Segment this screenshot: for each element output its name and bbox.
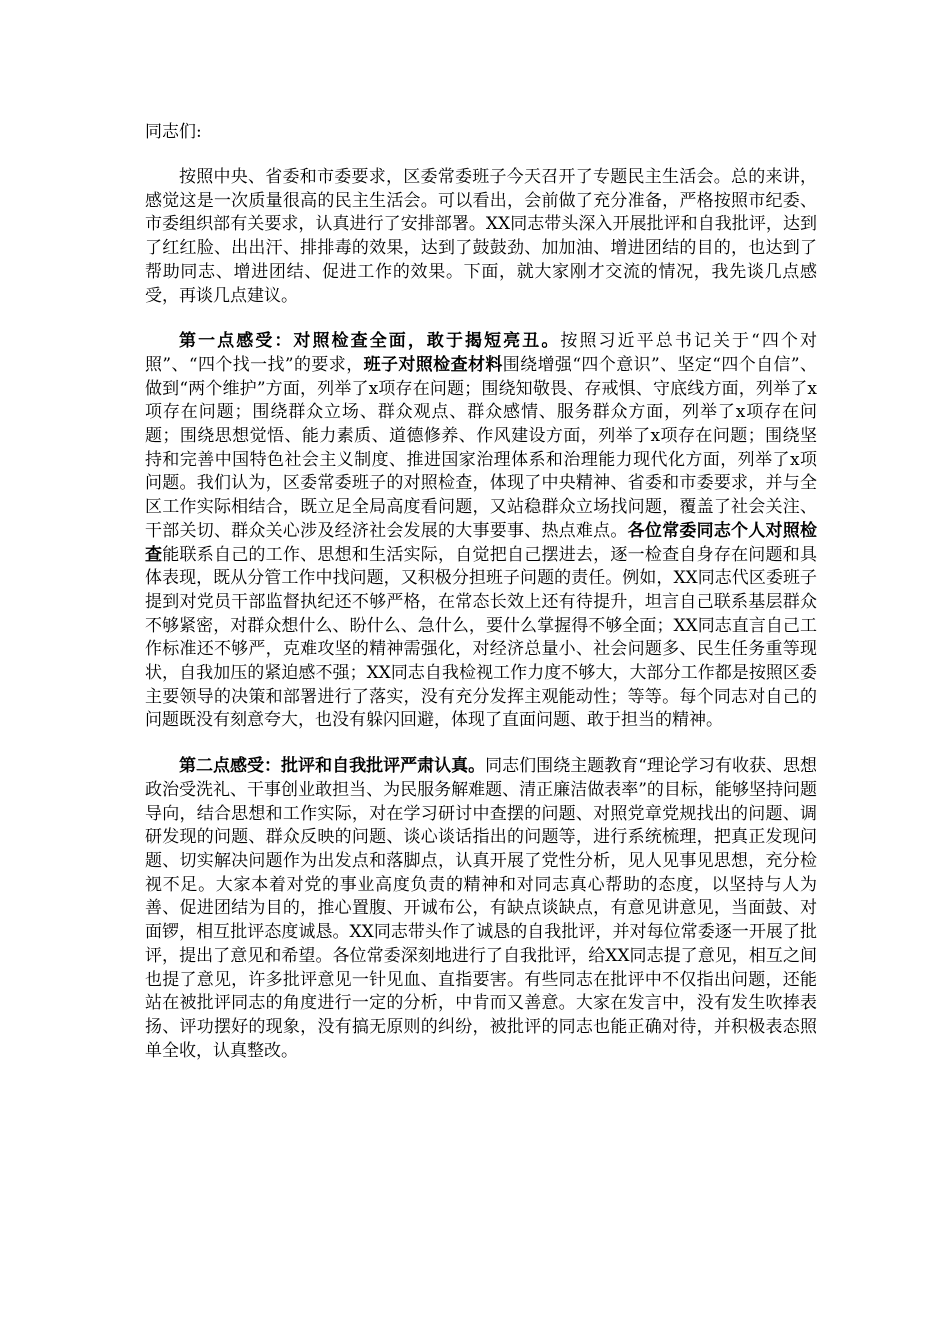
section1-bold-d: 各位常委同志个人对照检查 <box>145 520 818 565</box>
section1-bold-b: 班子对照检查材料 <box>363 354 503 375</box>
section2-paragraph <box>145 755 817 1063</box>
section1-heading: 第一点感受：对照检查全面，敢于揭短亮丑。 <box>179 331 561 352</box>
document-page <box>145 118 817 1085</box>
section2-heading: 第二点感受：批评和自我批评严肃认真。 <box>179 756 486 777</box>
section1-text-c: 围绕增强“四个意识”、坚定“四个自信”、做到“两个维护”方面，列举了x项存在问题；围绕知敬畏、存戒惧、守底线方面，列举了x项存在问题；围绕群众立场、群众观点、群众感情、服务群众方面，列举了x项存在问题；围绕思想觉悟、能力素质、道德修养、作风建设方面，列举了x项存在问题；围绕坚持和完善中国特色社会主义制度、推进国家治理体系和治理能力现代化方面，列举了x项问题。我们认为，区委常委班子的对照检查，体现了中央精神、省委和市委要求，并与全区工作实际相结合，既立足全局高度看问题，又站稳群众立场找问题，覆盖了社会关注、干部关切、群众关心涉及经济社会发展的大事要事、热点难点。 <box>145 354 818 541</box>
section2-text: 同志们围绕主题教育“理论学习有收获、思想政治受洗礼、干事创业敢担当、为民服务解难题、清正廉洁做表率”的目标，能够坚持问题导向，结合思想和工作实际，对在学习研讨中查摆的问题、对照党章党规找出的问题、调研发现的问题、群众反映的问题、谈心谈话指出的问题等，进行系统梳理，把真正发现问题、切实解决问题作为出发点和落脚点，认真开展了党性分析，见人见事见思想，充分检视不足。大家本着对党的事业高度负责的精神和对同志真心帮助的态度，以坚持与人为善、促进团结为目的，推心置腹、开诚布公，有缺点谈缺点，有意见讲意见，当面鼓、对面锣，相互批评态度诚恳。XX同志带头作了诚恳的自我批评，并对每位常委逐一开展了批评，提出了意见和希望。各位常委深刻地进行了自我批评，给XX同志提了意见，相互之间也提了意见，许多批评意见一针见血、直指要害。有些同志在批评中不仅指出问题，还能站在被批评同志的角度进行一定的分析，中肯而又善意。大家在发言中，没有发生吹捧表扬、评功摆好的现象，没有搞无原则的纠纷，被批评的同志也能正确对待，并积极表态照单全收，认真整改。 <box>145 756 817 1061</box>
section1-paragraph <box>145 330 817 733</box>
intro-paragraph: 按照中央、省委和市委要求，区委常委班子今天召开了专题民主生活会。总的来讲，感觉这是一次质量很高的民主生活会。可以看出，会前做了充分准备，严格按照市纪委、市委组织部有关要求，认真进行了安排部署。XX同志带头深入开展批评和自我批评，达到了红红脸、出出汗、排排毒的效果，达到了鼓鼓劲、加加油、增进团结的目的，也达到了帮助同志、增进团结、促进工作的效果。下面，就大家刚才交流的情况，我先谈几点感受，再谈几点建议。 <box>145 167 817 306</box>
salutation: 同志们: <box>145 122 202 142</box>
section1-text-e: 能联系自己的工作、思想和生活实际，自觉把自己摆进去，逐一检查自身存在问题和具体表现，既从分管工作中找问题，又积极分担班子问题的责任。例如，XX同志代区委班子提到对党员干部监督执纪还不够严格，在常态长效上还有待提升，坦言自己联系基层群众不够紧密，对群众想什么、盼什么、急什么，要什么掌握得不够全面；XX同志直言自己工作标准还不够严，克难攻坚的精神需强化，对经济总量小、社会问题多、民生任务重等现状，自我加压的紧迫感不强；XX同志自我检视工作力度不够大，大部分工作都是按照区委主要领导的决策和部署进行了落实，没有充分发挥主观能动性；等等。每个同志对自己的问题既没有刻意夸大，也没有躲闪回避，体现了直面问题、敢于担当的精神。 <box>145 544 818 731</box>
section1-text-a: 按照习近平总书记关于“四个对照”、“四个找一找”的要求， <box>145 331 818 375</box>
